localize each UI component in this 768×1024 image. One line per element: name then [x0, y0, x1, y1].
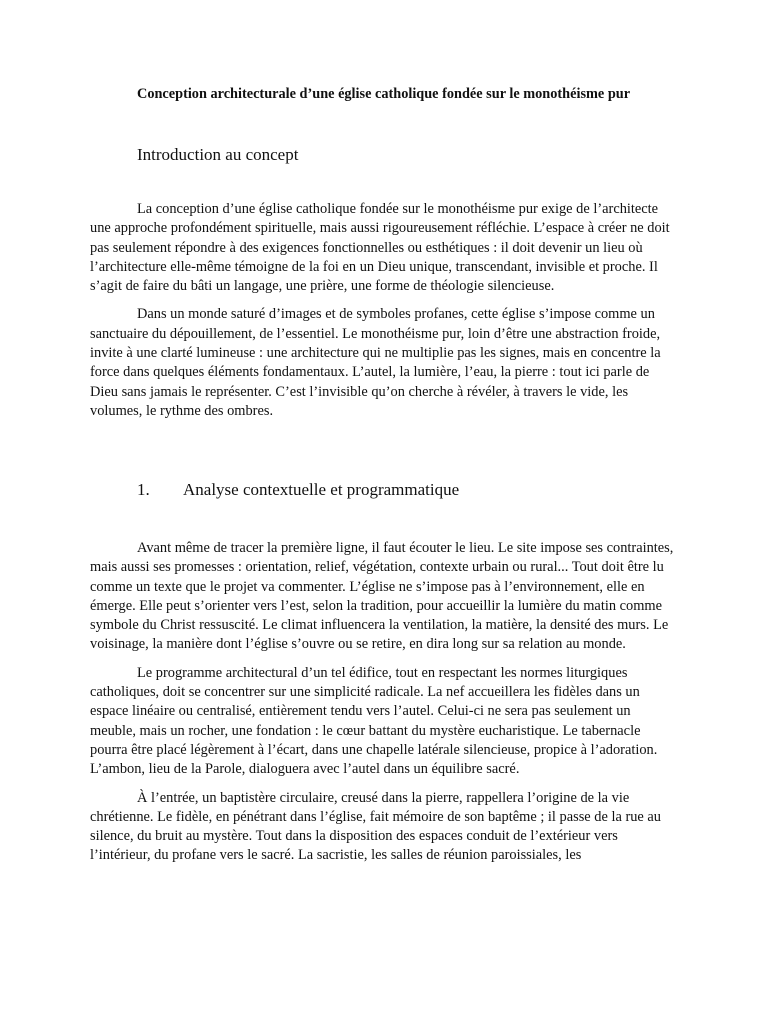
- document-title: Conception architecturale d’une église catholique fondée sur le monothéisme pur: [137, 86, 631, 102]
- section-1-paragraph-3: À l’entrée, un baptistère circulaire, creusé dans la pierre, rappellera l’origine de la vie chrétienne. Le fidèle, en pénétrant dans l’église, fait mémoire de son baptême ; il passe de la rue au silence, du bruit au mystère. Tout dans la disposition des espaces conduit de l’extérieur vers l’intérieur, du profane vers le sacré. La sacristie, les salles de réunion paroissiales, les: [90, 789, 661, 864]
- section-1-title: Analyse contextuelle et programmatique: [183, 480, 460, 499]
- intro-heading: Introduction au concept: [137, 145, 299, 164]
- intro-paragraph-1: La conception d’une église catholique fondée sur le monothéisme pur exige de l’architecte une approche profondément spirituelle, mais aussi rigoureusement réfléchie. L’espace à créer ne doit pas seulement répondre à des exigences fonctionnelles ou esthétiques : il doit devenir un lieu où l’architecture elle-même témoigne de la foi en un Dieu unique, transcendant, invisible et proche. Il s’agit de faire du bâti un langage, une prière, une forme de théologie silencieuse.: [90, 201, 670, 295]
- document-page: [90, 0, 676, 1024]
- intro-body: [90, 200, 676, 430]
- section-1-paragraph-2: Le programme architectural d’un tel édifice, tout en respectant les normes liturgiques catholiques, doit se concentrer sur une simplicité radicale. La nef accueillera les fidèles dans un espace linéaire ou centralisé, entièrement tendu vers l’autel. Celui-ci ne sera pas seulement un meuble, mais un rocher, une fondation : le cœur battant du mystère eucharistique. Le tabernacle pourra être placé légèrement à l’écart, dans une chapelle latérale silencieuse, propice à l’adoration. L’ambon, lieu de la Parole, dialoguera avec l’autel dans un équilibre sacré.: [90, 664, 658, 778]
- section-1-heading: [137, 479, 459, 501]
- section-1-body: [90, 539, 676, 875]
- section-1-number: 1.: [137, 480, 150, 499]
- intro-paragraph-2: Dans un monde saturé d’images et de symboles profanes, cette église s’impose comme un sanctuaire du dépouillement, de l’essentiel. Le monothéisme pur, loin d’être une abstraction froide, invite à une clarté lumineuse : une architecture qui ne multiplie pas les signes, mais en concentre la force dans quelques éléments fondamentaux. L’autel, la lumière, l’eau, la pierre : tout ici parle de Dieu sans jamais le représenter. C’est l’invisible qu’on cherche à révéler, à travers le vide, les volumes, le rythme des ombres.: [90, 306, 661, 419]
- section-1-paragraph-1: Avant même de tracer la première ligne, il faut écouter le lieu. Le site impose ses contraintes, mais aussi ses promesses : orientation, relief, végétation, contexte urbain ou rural... Tout doit être lu comme un texte que le projet va commenter. L’église ne s’impose pas à l’environnement, elle en émerge. Elle peut s’orienter vers l’est, selon la tradition, pour accueillir la lumière du matin comme symbole du Christ ressuscité. Le climat influencera la ventilation, la matière, la densité des murs. Le voisinage, la manière dont l’église s’ouvre ou se retire, en dira long sur sa relation au monde.: [90, 540, 674, 653]
